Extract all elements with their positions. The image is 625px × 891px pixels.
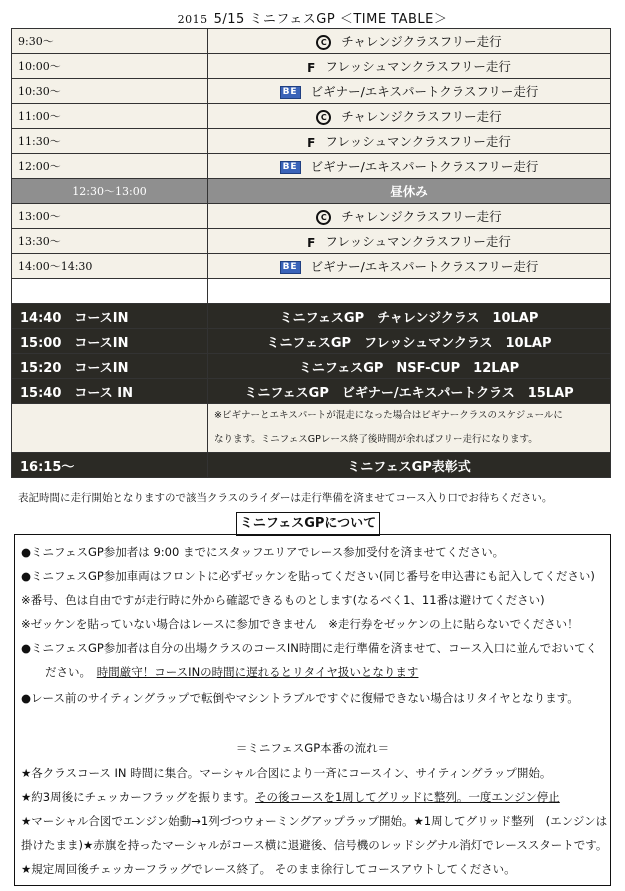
about-line: ※番号、色は自由ですが走行時に外から確認できるものとします(なるべく1、11番は避けてください) <box>21 593 545 607</box>
race-row <box>12 379 611 404</box>
freshman-class-icon: F <box>307 60 316 75</box>
schedule-row <box>12 104 611 129</box>
schedule-activity <box>208 54 611 79</box>
flow-line: 掛けたまま)★赤旗を持ったマーシャルがコース横に退避後、信号機のレッドシグナル消灯でレーススタートです。 <box>21 838 608 852</box>
schedule-footnote: 表記時間に走行開始となりますので該当クラスのライダーは走行準備を済ませてコース入り口でお待ちください。 <box>18 492 553 504</box>
schedule-row <box>12 29 611 54</box>
empty-row <box>12 279 611 304</box>
schedule-label: フレッシュマンクラスフリー走行 <box>325 134 511 149</box>
about-title: ミニフェスGPについて <box>236 512 380 536</box>
note-line: ※ビギナーとエキスパートが混走になった場合はビギナークラスのスケジュールに <box>214 410 563 421</box>
about-line-continued <box>45 664 418 680</box>
race-time: 15:20 コースIN <box>12 354 208 379</box>
schedule-row <box>12 54 611 79</box>
challenge-class-icon: C <box>316 110 331 125</box>
schedule-label: ビギナー/エキスパートクラスフリー走行 <box>310 159 539 174</box>
schedule-time: 11:00〜 <box>12 104 208 129</box>
challenge-class-icon: C <box>316 210 331 225</box>
race-label: ミニフェスGP ビギナー/エキスパートクラス 15LAP <box>208 379 611 404</box>
race-label: ミニフェスGP NSF-CUP 12LAP <box>208 354 611 379</box>
empty-cell <box>208 279 611 304</box>
about-box <box>14 534 611 886</box>
schedule-activity <box>208 104 611 129</box>
schedule-label: フレッシュマンクラスフリー走行 <box>325 59 511 74</box>
race-time: 14:40 コースIN <box>12 304 208 329</box>
freshman-class-icon: F <box>307 135 316 150</box>
beginner-expert-class-icon: BE <box>280 261 301 274</box>
schedule-row <box>12 154 611 179</box>
flow-title: ＝ミニフェスGP本番の流れ＝ <box>235 741 390 755</box>
note-empty <box>12 404 208 453</box>
note-row <box>12 404 611 453</box>
schedule-time: 13:30〜 <box>12 229 208 254</box>
schedule-label: ビギナー/エキスパートクラスフリー走行 <box>310 84 539 99</box>
schedule-label: チャレンジクラスフリー走行 <box>341 209 502 224</box>
schedule-activity <box>208 229 611 254</box>
punctuality-warning: 時間厳守！コースINの時間に遅れるとリタイヤ扱いとなります <box>96 665 419 679</box>
schedule-row <box>12 254 611 279</box>
race-row <box>12 354 611 379</box>
flow-line: ★マーシャル合図でエンジン始動→1列づつウォーミングアップラップ開始。★1周してグリッド整列 (エンジンは <box>21 814 608 828</box>
beginner-expert-class-icon: BE <box>280 161 301 174</box>
race-row <box>12 329 611 354</box>
about-line: ●レース前のサイティングラップで転倒やマシントラブルですぐに復帰できない場合はリタイヤとなります。 <box>21 691 579 705</box>
about-line: ※ゼッケンを貼っていない場合はレースに参加できません ※走行券をゼッケンの上に貼らないでください！ <box>21 617 579 631</box>
title-year: 2015 <box>177 13 208 26</box>
flow-grid-lineup: その後コースを1周してグリッドに整列。一度エンジン停止 <box>255 790 560 804</box>
timetable <box>11 28 611 478</box>
note-line: なります。ミニフェスGPレース終了後時間が余ればフリー走行になります。 <box>214 434 538 445</box>
about-line: ●ミニフェスGP参加車両はフロントに必ずゼッケンを貼ってください(同じ番号を申込書にも記入してください) <box>21 569 595 583</box>
lunch-label: 昼休み <box>208 179 611 204</box>
schedule-label: ビギナー/エキスパートクラスフリー走行 <box>310 259 539 274</box>
schedule-time: 14:00〜14:30 <box>12 254 208 279</box>
schedule-activity <box>208 79 611 104</box>
schedule-activity <box>208 29 611 54</box>
about-line: ●ミニフェスGP参加者は 9:00 までにスタッフエリアでレース参加受付を済ませてください。 <box>21 545 505 559</box>
schedule-activity <box>208 254 611 279</box>
schedule-label: フレッシュマンクラスフリー走行 <box>325 234 511 249</box>
lunch-time: 12:30〜13:00 <box>12 179 208 204</box>
flow-line: ★規定周回後チェッカーフラッグでレース終了。 そのまま徐行してコースアウトしてください。 <box>21 862 516 876</box>
title-text: 5/15 ミニフェスGP ＜TIME TABLE＞ <box>213 12 448 27</box>
race-label: ミニフェスGP チャレンジクラス 10LAP <box>208 304 611 329</box>
schedule-row <box>12 204 611 229</box>
race-row <box>12 304 611 329</box>
about-line: ●ミニフェスGP参加者は自分の出場クラスのコースIN時間に走行準備を済ませて、コース入口に並んでおいてく <box>21 641 598 655</box>
award-label: ミニフェスGP表彰式 <box>208 453 611 478</box>
schedule-time: 10:00〜 <box>12 54 208 79</box>
schedule-activity <box>208 204 611 229</box>
schedule-activity <box>208 154 611 179</box>
beginner-expert-class-icon: BE <box>280 86 301 99</box>
flow-line <box>21 789 560 805</box>
schedule-time: 9:30〜 <box>12 29 208 54</box>
about-line-tail: ださい。 <box>45 665 86 679</box>
schedule-label: チャレンジクラスフリー走行 <box>341 34 502 49</box>
award-time: 16:15〜 <box>12 453 208 478</box>
flow-line: ★各クラスコース IN 時間に集合。マーシャル合図により一斉にコースイン、サイティングラップ開始。 <box>21 766 552 780</box>
lunch-row <box>12 179 611 204</box>
race-label: ミニフェスGP フレッシュマンクラス 10LAP <box>208 329 611 354</box>
schedule-activity <box>208 129 611 154</box>
schedule-time: 12:00〜 <box>12 154 208 179</box>
schedule-time: 13:00〜 <box>12 204 208 229</box>
flow-checker: ★約3周後にチェッカーフラッグを振ります。 <box>21 790 256 804</box>
schedule-row <box>12 229 611 254</box>
schedule-time: 10:30〜 <box>12 79 208 104</box>
race-time: 15:00 コースIN <box>12 329 208 354</box>
schedule-label: チャレンジクラスフリー走行 <box>341 109 502 124</box>
schedule-row <box>12 129 611 154</box>
note-text <box>208 404 611 453</box>
award-row <box>12 453 611 478</box>
schedule-row <box>12 79 611 104</box>
challenge-class-icon: C <box>316 35 331 50</box>
empty-cell <box>12 279 208 304</box>
page-title <box>0 8 625 27</box>
schedule-time: 11:30〜 <box>12 129 208 154</box>
race-time: 15:40 コース IN <box>12 379 208 404</box>
freshman-class-icon: F <box>307 235 316 250</box>
